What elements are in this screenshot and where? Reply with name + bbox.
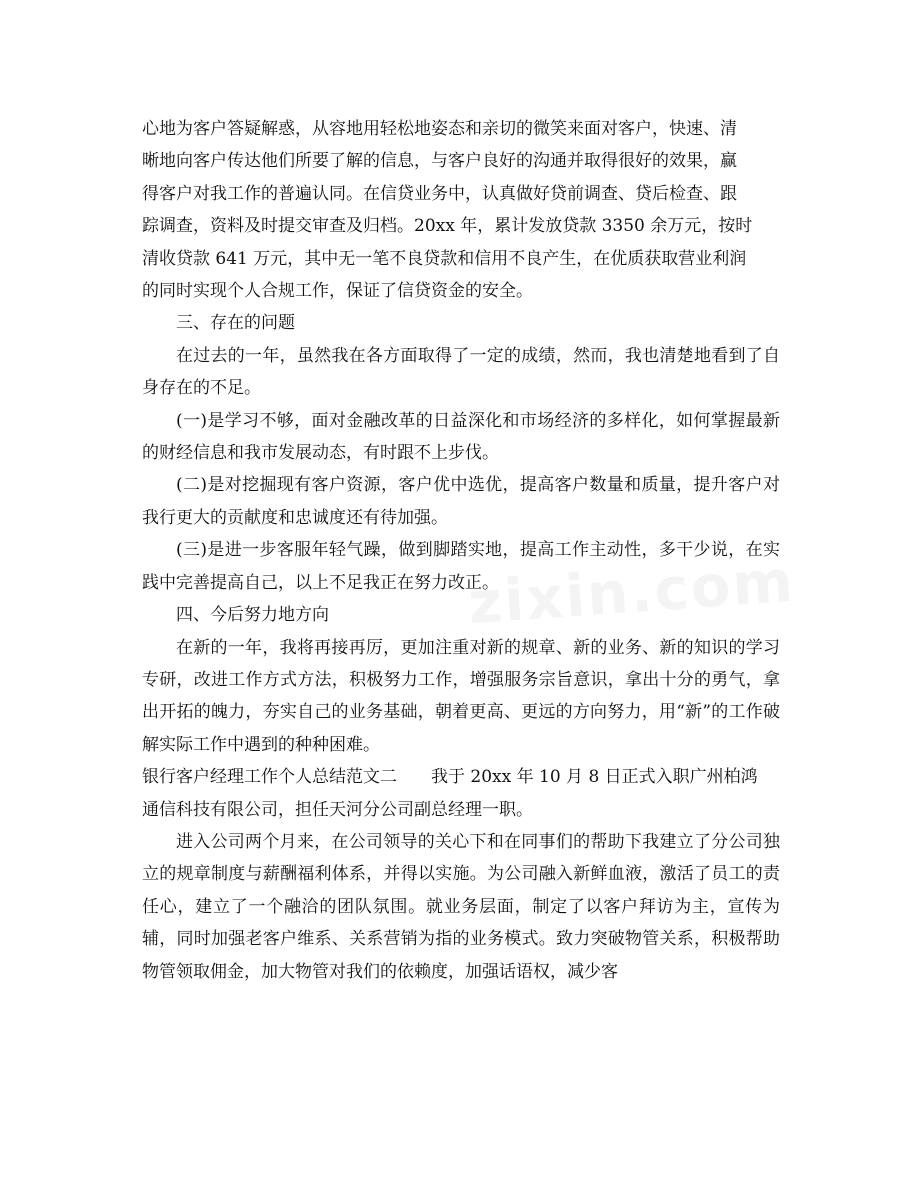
paragraph-company-work: 进入公司两个月来，在公司领导的关心下和在同事们的帮助下我建立了分公司独立的规章制度与薪酬福利体系，并得以实施。为公司融入新鲜血液，激活了员工的责任心，建立了一个融洽的团队氛围。就业务层面，制定了以客户拜访为主，宣传为辅，同时加强老客户维系、关系营销为指的业务模式。致力突破物管关系，积极帮助物管领取佣金，加大物管对我们的依赖度，加强话语权，减少客 [142,831,780,982]
section-heading-problems: 三、存在的问题 [176,313,295,334]
text-line: 的同时实现个人合规工作，保证了信贷资金的安全。 [142,281,533,302]
text-line: 心地为客户答疑解惑，从容地用轻松地姿态和亲切的微笑来面对客户，快速、清 [142,119,737,139]
text-line: 银行客户经理工作个人总结范文二 我于 20xx 年 10 月 8 日正式入职广州柏鸿 [142,767,758,788]
paragraph-problems-intro: 在过去的一年，虽然我在各方面取得了一定的成绩，然而，我也清楚地看到了自身存在的不足。 [142,345,780,399]
text-line: 踪调查，资料及时提交审查及归档。20xx 年，累计发放贷款 3350 余万元，按时 [142,216,753,237]
text-line: 晰地向客户传达他们所要了解的信息，与客户良好的沟通并取得很好的效果，赢 [142,151,737,172]
paragraph-problem-two: (二)是对挖掘现有客户资源，客户优中选优，提高客户数量和质量，提升客户对我行更大的贡献度和忠诚度还有待加强。 [142,475,780,528]
text-line: 清收贷款 641 万元，其中无一笔不良贷款和信用不良产生，在优质获取营业利润 [142,248,747,269]
section-heading-future-direction: 四、今后努力地方向 [176,605,329,626]
text-line: 得客户对我工作的普遍认同。在信贷业务中，认真做好贷前调查、贷后检查、跟 [142,183,737,204]
paragraph-problem-three: (三)是进一步客服年轻气躁，做到脚踏实地，提高工作主动性，多干少说，在实践中完善提高自己，以上不足我正在努力改正。 [142,540,780,593]
document-body [142,113,780,988]
paragraph-second-summary-title [142,761,780,826]
paragraph-future-plan: 在新的一年，我将再接再厉，更加注重对新的规章、新的业务、新的知识的学习专研，改进工作方式方法，积极努力工作，增强服务宗旨意识，拿出十分的勇气，拿出开拓的魄力，夯实自己的业务基础，朝着更高、更远的方向努力，用“新”的工作破解实际工作中遇到的种种困难。 [142,637,780,755]
paragraph-performance-summary [142,113,780,307]
paragraph-problem-one: (一)是学习不够，面对金融改革的日益深化和市场经济的多样化，如何掌握最新的财经信息和我市发展动态，有时跟不上步伐。 [142,410,780,464]
text-line: 通信科技有限公司，担任天河分公司副总经理一职。 [142,799,533,820]
